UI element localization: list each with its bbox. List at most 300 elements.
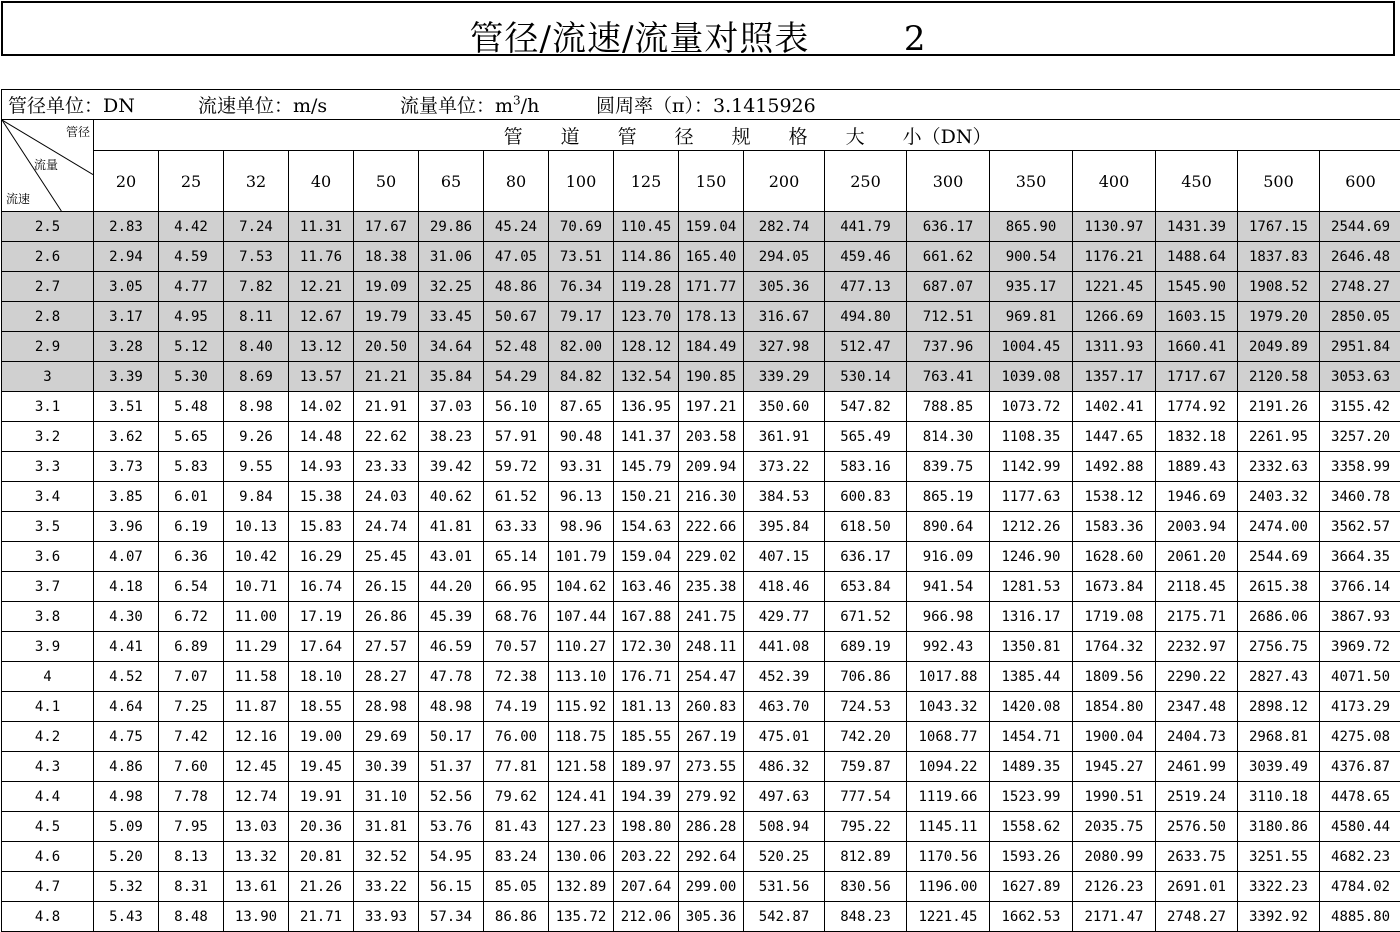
flow-cell: 4.86 bbox=[94, 752, 159, 782]
velocity-cell: 3.6 bbox=[2, 542, 94, 572]
flow-cell: 1130.97 bbox=[1073, 212, 1156, 242]
flow-cell: 724.53 bbox=[825, 692, 907, 722]
table-row bbox=[2, 482, 1400, 512]
flow-cell: 5.32 bbox=[94, 872, 159, 902]
flow-cell: 706.86 bbox=[825, 662, 907, 692]
flow-cell: 47.78 bbox=[419, 662, 484, 692]
flow-cell: 636.17 bbox=[907, 212, 990, 242]
flow-cell: 123.70 bbox=[614, 302, 679, 332]
flow-cell: 2850.05 bbox=[1320, 302, 1400, 332]
flow-cell: 119.28 bbox=[614, 272, 679, 302]
flow-cell: 2686.06 bbox=[1238, 602, 1320, 632]
column-header-dn-200: 200 bbox=[744, 151, 825, 212]
flow-cell: 4.59 bbox=[159, 242, 224, 272]
flow-cell: 2646.48 bbox=[1320, 242, 1400, 272]
table-row bbox=[2, 422, 1400, 452]
velocity-cell: 2.6 bbox=[2, 242, 94, 272]
flow-cell: 3562.57 bbox=[1320, 512, 1400, 542]
flow-cell: 9.55 bbox=[224, 452, 289, 482]
flow-cell: 530.14 bbox=[825, 362, 907, 392]
flow-cell: 28.98 bbox=[354, 692, 419, 722]
flow-cell: 8.31 bbox=[159, 872, 224, 902]
flow-cell: 4.95 bbox=[159, 302, 224, 332]
flow-cell: 1979.20 bbox=[1238, 302, 1320, 332]
flow-cell: 1281.53 bbox=[990, 572, 1073, 602]
flow-cell: 1196.00 bbox=[907, 872, 990, 902]
flow-cell: 10.71 bbox=[224, 572, 289, 602]
table-row bbox=[2, 272, 1400, 302]
flow-cell: 316.67 bbox=[744, 302, 825, 332]
flow-cell: 3.73 bbox=[94, 452, 159, 482]
flow-cell: 788.85 bbox=[907, 392, 990, 422]
flow-cell: 48.86 bbox=[484, 272, 549, 302]
flow-cell: 759.87 bbox=[825, 752, 907, 782]
flow-cell: 3039.49 bbox=[1238, 752, 1320, 782]
flow-cell: 8.13 bbox=[159, 842, 224, 872]
flow-cell: 185.55 bbox=[614, 722, 679, 752]
column-header-dn-100: 100 bbox=[549, 151, 614, 212]
flow-cell: 1492.88 bbox=[1073, 452, 1156, 482]
table-row bbox=[2, 722, 1400, 752]
table-row bbox=[2, 542, 1400, 572]
table-row bbox=[2, 452, 1400, 482]
flow-cell: 542.87 bbox=[744, 902, 825, 932]
flow-cell: 33.22 bbox=[354, 872, 419, 902]
column-header-dn-50: 50 bbox=[354, 151, 419, 212]
flow-cell: 966.98 bbox=[907, 602, 990, 632]
velocity-cell: 3.9 bbox=[2, 632, 94, 662]
column-header-dn-125: 125 bbox=[614, 151, 679, 212]
flow-cell: 118.75 bbox=[549, 722, 614, 752]
flow-cell: 2080.99 bbox=[1073, 842, 1156, 872]
corner-header bbox=[2, 120, 94, 212]
flow-cell: 7.25 bbox=[159, 692, 224, 722]
velocity-cell: 2.9 bbox=[2, 332, 94, 362]
flow-cell: 2474.00 bbox=[1238, 512, 1320, 542]
flow-cell: 101.79 bbox=[549, 542, 614, 572]
flow-cell: 2615.38 bbox=[1238, 572, 1320, 602]
flow-cell: 3392.92 bbox=[1238, 902, 1320, 932]
flow-cell: 13.61 bbox=[224, 872, 289, 902]
flow-cell: 37.03 bbox=[419, 392, 484, 422]
flow-cell: 1108.35 bbox=[990, 422, 1073, 452]
column-header-dn-32: 32 bbox=[224, 151, 289, 212]
flow-cell: 190.85 bbox=[679, 362, 744, 392]
flow-cell: 33.45 bbox=[419, 302, 484, 332]
page-number: 2 bbox=[904, 19, 927, 59]
page-title bbox=[3, 11, 1393, 60]
column-header-dn-25: 25 bbox=[159, 151, 224, 212]
flow-cell: 1603.15 bbox=[1156, 302, 1238, 332]
flow-cell: 11.76 bbox=[289, 242, 354, 272]
flow-cell: 5.48 bbox=[159, 392, 224, 422]
flow-cell: 1039.08 bbox=[990, 362, 1073, 392]
velocity-cell: 3.8 bbox=[2, 602, 94, 632]
flow-cell: 30.39 bbox=[354, 752, 419, 782]
flow-cell: 1212.26 bbox=[990, 512, 1073, 542]
flow-cell: 56.15 bbox=[419, 872, 484, 902]
flow-cell: 19.45 bbox=[289, 752, 354, 782]
flow-cell: 286.28 bbox=[679, 812, 744, 842]
flow-cell: 2519.24 bbox=[1156, 782, 1238, 812]
table-row bbox=[2, 332, 1400, 362]
flow-cell: 2191.26 bbox=[1238, 392, 1320, 422]
flow-cell: 992.43 bbox=[907, 632, 990, 662]
flow-cell: 7.78 bbox=[159, 782, 224, 812]
flow-cell: 486.32 bbox=[744, 752, 825, 782]
flow-cell: 1854.80 bbox=[1073, 692, 1156, 722]
flow-cell: 653.84 bbox=[825, 572, 907, 602]
flow-cell: 19.00 bbox=[289, 722, 354, 752]
flow-cell: 1017.88 bbox=[907, 662, 990, 692]
flow-cell: 520.25 bbox=[744, 842, 825, 872]
flow-cell: 98.96 bbox=[549, 512, 614, 542]
flow-cell: 737.96 bbox=[907, 332, 990, 362]
flow-cell: 4.30 bbox=[94, 602, 159, 632]
flow-cell: 8.69 bbox=[224, 362, 289, 392]
flow-cell: 4.07 bbox=[94, 542, 159, 572]
velocity-cell: 2.8 bbox=[2, 302, 94, 332]
flow-cell: 1142.99 bbox=[990, 452, 1073, 482]
flow-cell: 65.14 bbox=[484, 542, 549, 572]
flow-cell: 77.81 bbox=[484, 752, 549, 782]
flow-cell: 814.30 bbox=[907, 422, 990, 452]
flow-unit-prefix: 流量单位：m bbox=[400, 91, 513, 118]
flow-cell: 865.90 bbox=[990, 212, 1073, 242]
flow-cell: 20.50 bbox=[354, 332, 419, 362]
flow-cell: 76.34 bbox=[549, 272, 614, 302]
flow-cell: 1545.90 bbox=[1156, 272, 1238, 302]
flow-cell: 115.92 bbox=[549, 692, 614, 722]
velocity-cell: 3.5 bbox=[2, 512, 94, 542]
flow-cell: 3180.86 bbox=[1238, 812, 1320, 842]
flow-cell: 254.47 bbox=[679, 662, 744, 692]
flow-cell: 50.17 bbox=[419, 722, 484, 752]
flow-cell: 2756.75 bbox=[1238, 632, 1320, 662]
flow-cell: 17.64 bbox=[289, 632, 354, 662]
flow-cell: 4682.23 bbox=[1320, 842, 1400, 872]
flow-cell: 1311.93 bbox=[1073, 332, 1156, 362]
flow-cell: 235.38 bbox=[679, 572, 744, 602]
flow-cell: 1350.81 bbox=[990, 632, 1073, 662]
title-box bbox=[1, 1, 1395, 56]
flow-cell: 135.72 bbox=[549, 902, 614, 932]
flow-cell: 2544.69 bbox=[1238, 542, 1320, 572]
velocity-cell: 4 bbox=[2, 662, 94, 692]
flow-cell: 11.58 bbox=[224, 662, 289, 692]
flow-cell: 4.77 bbox=[159, 272, 224, 302]
flow-cell: 3460.78 bbox=[1320, 482, 1400, 512]
flow-cell: 1662.53 bbox=[990, 902, 1073, 932]
flow-cell: 45.24 bbox=[484, 212, 549, 242]
flow-cell: 475.01 bbox=[744, 722, 825, 752]
flow-cell: 21.91 bbox=[354, 392, 419, 422]
flow-cell: 1660.41 bbox=[1156, 332, 1238, 362]
velocity-cell: 3.1 bbox=[2, 392, 94, 422]
flow-cell: 207.64 bbox=[614, 872, 679, 902]
flow-cell: 12.45 bbox=[224, 752, 289, 782]
column-header-dn-350: 350 bbox=[990, 151, 1073, 212]
flow-cell: 57.91 bbox=[484, 422, 549, 452]
table-row bbox=[2, 302, 1400, 332]
flow-cell: 1488.64 bbox=[1156, 242, 1238, 272]
flow-cell: 229.02 bbox=[679, 542, 744, 572]
flow-cell: 916.09 bbox=[907, 542, 990, 572]
flow-cell: 712.51 bbox=[907, 302, 990, 332]
table-row bbox=[2, 602, 1400, 632]
units-cell bbox=[2, 90, 1400, 120]
flow-cell: 47.05 bbox=[484, 242, 549, 272]
flow-cell: 7.60 bbox=[159, 752, 224, 782]
flow-cell: 19.79 bbox=[354, 302, 419, 332]
flow-cell: 689.19 bbox=[825, 632, 907, 662]
flow-cell: 63.33 bbox=[484, 512, 549, 542]
flow-cell: 34.64 bbox=[419, 332, 484, 362]
flow-cell: 1900.04 bbox=[1073, 722, 1156, 752]
flow-cell: 1177.63 bbox=[990, 482, 1073, 512]
flow-cell: 1764.32 bbox=[1073, 632, 1156, 662]
flow-cell: 1043.32 bbox=[907, 692, 990, 722]
flow-cell: 73.51 bbox=[549, 242, 614, 272]
flow-cell: 19.09 bbox=[354, 272, 419, 302]
velocity-cell: 4.2 bbox=[2, 722, 94, 752]
flow-cell: 1558.62 bbox=[990, 812, 1073, 842]
flow-cell: 292.64 bbox=[679, 842, 744, 872]
flow-cell: 865.19 bbox=[907, 482, 990, 512]
flow-cell: 299.00 bbox=[679, 872, 744, 902]
flow-cell: 11.87 bbox=[224, 692, 289, 722]
flow-cell: 61.52 bbox=[484, 482, 549, 512]
velocity-cell: 3.2 bbox=[2, 422, 94, 452]
velocity-cell: 4.3 bbox=[2, 752, 94, 782]
flow-cell: 15.38 bbox=[289, 482, 354, 512]
column-header-dn-600: 600 bbox=[1320, 151, 1400, 212]
flow-cell: 90.48 bbox=[549, 422, 614, 452]
flow-cell: 21.26 bbox=[289, 872, 354, 902]
column-header-dn-150: 150 bbox=[679, 151, 744, 212]
flow-cell: 282.74 bbox=[744, 212, 825, 242]
velocity-cell: 4.8 bbox=[2, 902, 94, 932]
flow-cell: 10.42 bbox=[224, 542, 289, 572]
flow-cell: 76.00 bbox=[484, 722, 549, 752]
flow-cell: 48.98 bbox=[419, 692, 484, 722]
flow-cell: 2171.47 bbox=[1073, 902, 1156, 932]
flow-unit bbox=[400, 91, 596, 118]
flow-cell: 1538.12 bbox=[1073, 482, 1156, 512]
flow-cell: 1889.43 bbox=[1156, 452, 1238, 482]
flow-cell: 2347.48 bbox=[1156, 692, 1238, 722]
flow-cell: 194.39 bbox=[614, 782, 679, 812]
table-row bbox=[2, 572, 1400, 602]
flow-cell: 104.62 bbox=[549, 572, 614, 602]
table-row bbox=[2, 902, 1400, 932]
flow-cell: 5.12 bbox=[159, 332, 224, 362]
flow-cell: 17.67 bbox=[354, 212, 419, 242]
flow-cell: 508.94 bbox=[744, 812, 825, 842]
flow-cell: 2003.94 bbox=[1156, 512, 1238, 542]
flow-cell: 830.56 bbox=[825, 872, 907, 902]
units-row bbox=[2, 90, 1400, 120]
flow-cell: 2120.58 bbox=[1238, 362, 1320, 392]
flow-cell: 361.91 bbox=[744, 422, 825, 452]
flow-cell: 3.96 bbox=[94, 512, 159, 542]
flow-cell: 384.53 bbox=[744, 482, 825, 512]
flow-cell: 216.30 bbox=[679, 482, 744, 512]
velocity-cell: 4.4 bbox=[2, 782, 94, 812]
flow-cell: 165.40 bbox=[679, 242, 744, 272]
flow-cell: 33.93 bbox=[354, 902, 419, 932]
table-row bbox=[2, 872, 1400, 902]
flow-cell: 203.58 bbox=[679, 422, 744, 452]
flow-cell: 5.09 bbox=[94, 812, 159, 842]
flow-cell: 31.81 bbox=[354, 812, 419, 842]
flow-cell: 497.63 bbox=[744, 782, 825, 812]
flow-cell: 2049.89 bbox=[1238, 332, 1320, 362]
flow-cell: 21.21 bbox=[354, 362, 419, 392]
flow-cell: 494.80 bbox=[825, 302, 907, 332]
flow-cell: 20.36 bbox=[289, 812, 354, 842]
flow-cell: 29.69 bbox=[354, 722, 419, 752]
flow-cell: 2544.69 bbox=[1320, 212, 1400, 242]
table-row bbox=[2, 662, 1400, 692]
flow-cell: 5.43 bbox=[94, 902, 159, 932]
flow-cell: 2403.32 bbox=[1238, 482, 1320, 512]
flow-cell: 636.17 bbox=[825, 542, 907, 572]
flow-cell: 212.06 bbox=[614, 902, 679, 932]
velocity-cell: 3.7 bbox=[2, 572, 94, 602]
flow-cell: 279.92 bbox=[679, 782, 744, 812]
flow-cell: 53.76 bbox=[419, 812, 484, 842]
flow-cell: 7.42 bbox=[159, 722, 224, 752]
table-row bbox=[2, 812, 1400, 842]
flow-cell: 86.86 bbox=[484, 902, 549, 932]
flow-cell: 31.06 bbox=[419, 242, 484, 272]
flow-cell: 7.53 bbox=[224, 242, 289, 272]
flow-cell: 418.46 bbox=[744, 572, 825, 602]
flow-cell: 26.86 bbox=[354, 602, 419, 632]
flow-cell: 1832.18 bbox=[1156, 422, 1238, 452]
flow-cell: 1454.71 bbox=[990, 722, 1073, 752]
flow-cell: 8.40 bbox=[224, 332, 289, 362]
flow-cell: 171.77 bbox=[679, 272, 744, 302]
flow-cell: 531.56 bbox=[744, 872, 825, 902]
flow-cell: 13.32 bbox=[224, 842, 289, 872]
flow-cell: 1990.51 bbox=[1073, 782, 1156, 812]
flow-cell: 1431.39 bbox=[1156, 212, 1238, 242]
flow-cell: 130.06 bbox=[549, 842, 614, 872]
flow-cell: 3664.35 bbox=[1320, 542, 1400, 572]
flow-cell: 2898.12 bbox=[1238, 692, 1320, 722]
flow-cell: 1119.66 bbox=[907, 782, 990, 812]
flow-cell: 5.20 bbox=[94, 842, 159, 872]
flow-cell: 5.83 bbox=[159, 452, 224, 482]
flow-cell: 6.72 bbox=[159, 602, 224, 632]
flow-cell: 128.12 bbox=[614, 332, 679, 362]
flow-cell: 41.81 bbox=[419, 512, 484, 542]
flow-cell: 28.27 bbox=[354, 662, 419, 692]
column-header-dn-250: 250 bbox=[825, 151, 907, 212]
flow-cell: 459.46 bbox=[825, 242, 907, 272]
flow-cell: 40.62 bbox=[419, 482, 484, 512]
flow-cell: 547.82 bbox=[825, 392, 907, 422]
diameter-unit: 管径单位：DN bbox=[8, 91, 198, 118]
flow-cell: 305.36 bbox=[679, 902, 744, 932]
flow-cell: 45.39 bbox=[419, 602, 484, 632]
flow-cell: 1628.60 bbox=[1073, 542, 1156, 572]
flow-cell: 1523.99 bbox=[990, 782, 1073, 812]
flow-cell: 3.62 bbox=[94, 422, 159, 452]
flow-cell: 1073.72 bbox=[990, 392, 1073, 422]
flow-cell: 12.74 bbox=[224, 782, 289, 812]
flow-cell: 2.83 bbox=[94, 212, 159, 242]
column-header-dn-80: 80 bbox=[484, 151, 549, 212]
flow-cell: 3.51 bbox=[94, 392, 159, 422]
flow-cell: 141.37 bbox=[614, 422, 679, 452]
flow-cell: 7.24 bbox=[224, 212, 289, 242]
flow-cell: 3322.23 bbox=[1238, 872, 1320, 902]
flow-cell: 248.11 bbox=[679, 632, 744, 662]
flow-cell: 27.57 bbox=[354, 632, 419, 662]
flow-cell: 777.54 bbox=[825, 782, 907, 812]
flow-cell: 2748.27 bbox=[1320, 272, 1400, 302]
flow-cell: 16.74 bbox=[289, 572, 354, 602]
flow-cell: 2118.45 bbox=[1156, 572, 1238, 602]
flow-cell: 16.29 bbox=[289, 542, 354, 572]
flow-cell: 121.58 bbox=[549, 752, 614, 782]
flow-cell: 15.83 bbox=[289, 512, 354, 542]
flow-cell: 350.60 bbox=[744, 392, 825, 422]
flow-cell: 74.19 bbox=[484, 692, 549, 722]
flow-cell: 110.45 bbox=[614, 212, 679, 242]
flow-cell: 43.01 bbox=[419, 542, 484, 572]
flow-cell: 21.71 bbox=[289, 902, 354, 932]
flow-cell: 267.19 bbox=[679, 722, 744, 752]
flow-cell: 176.71 bbox=[614, 662, 679, 692]
flow-cell: 6.01 bbox=[159, 482, 224, 512]
flow-cell: 2061.20 bbox=[1156, 542, 1238, 572]
flow-cell: 1908.52 bbox=[1238, 272, 1320, 302]
flow-cell: 4.52 bbox=[94, 662, 159, 692]
flow-cell: 4478.65 bbox=[1320, 782, 1400, 812]
flow-cell: 2175.71 bbox=[1156, 602, 1238, 632]
flow-cell: 87.65 bbox=[549, 392, 614, 422]
flow-cell: 1402.41 bbox=[1073, 392, 1156, 422]
flow-cell: 429.77 bbox=[744, 602, 825, 632]
flow-cell: 463.70 bbox=[744, 692, 825, 722]
flow-cell: 2332.63 bbox=[1238, 452, 1320, 482]
flow-cell: 3.85 bbox=[94, 482, 159, 512]
flow-cell: 294.05 bbox=[744, 242, 825, 272]
flow-cell: 3.05 bbox=[94, 272, 159, 302]
flow-cell: 5.65 bbox=[159, 422, 224, 452]
flow-cell: 44.20 bbox=[419, 572, 484, 602]
flow-cell: 50.67 bbox=[484, 302, 549, 332]
corner-flow-label: 流量 bbox=[34, 156, 58, 173]
flow-cell: 79.17 bbox=[549, 302, 614, 332]
flow-cell: 18.10 bbox=[289, 662, 354, 692]
flow-cell: 46.59 bbox=[419, 632, 484, 662]
flow-cell: 29.86 bbox=[419, 212, 484, 242]
column-header-dn-300: 300 bbox=[907, 151, 990, 212]
flow-cell: 84.82 bbox=[549, 362, 614, 392]
flow-cell: 3358.99 bbox=[1320, 452, 1400, 482]
flow-cell: 2951.84 bbox=[1320, 332, 1400, 362]
column-header-dn-40: 40 bbox=[289, 151, 354, 212]
flow-cell: 795.22 bbox=[825, 812, 907, 842]
flow-cell: 72.38 bbox=[484, 662, 549, 692]
flow-cell: 4.75 bbox=[94, 722, 159, 752]
flow-cell: 1673.84 bbox=[1073, 572, 1156, 602]
